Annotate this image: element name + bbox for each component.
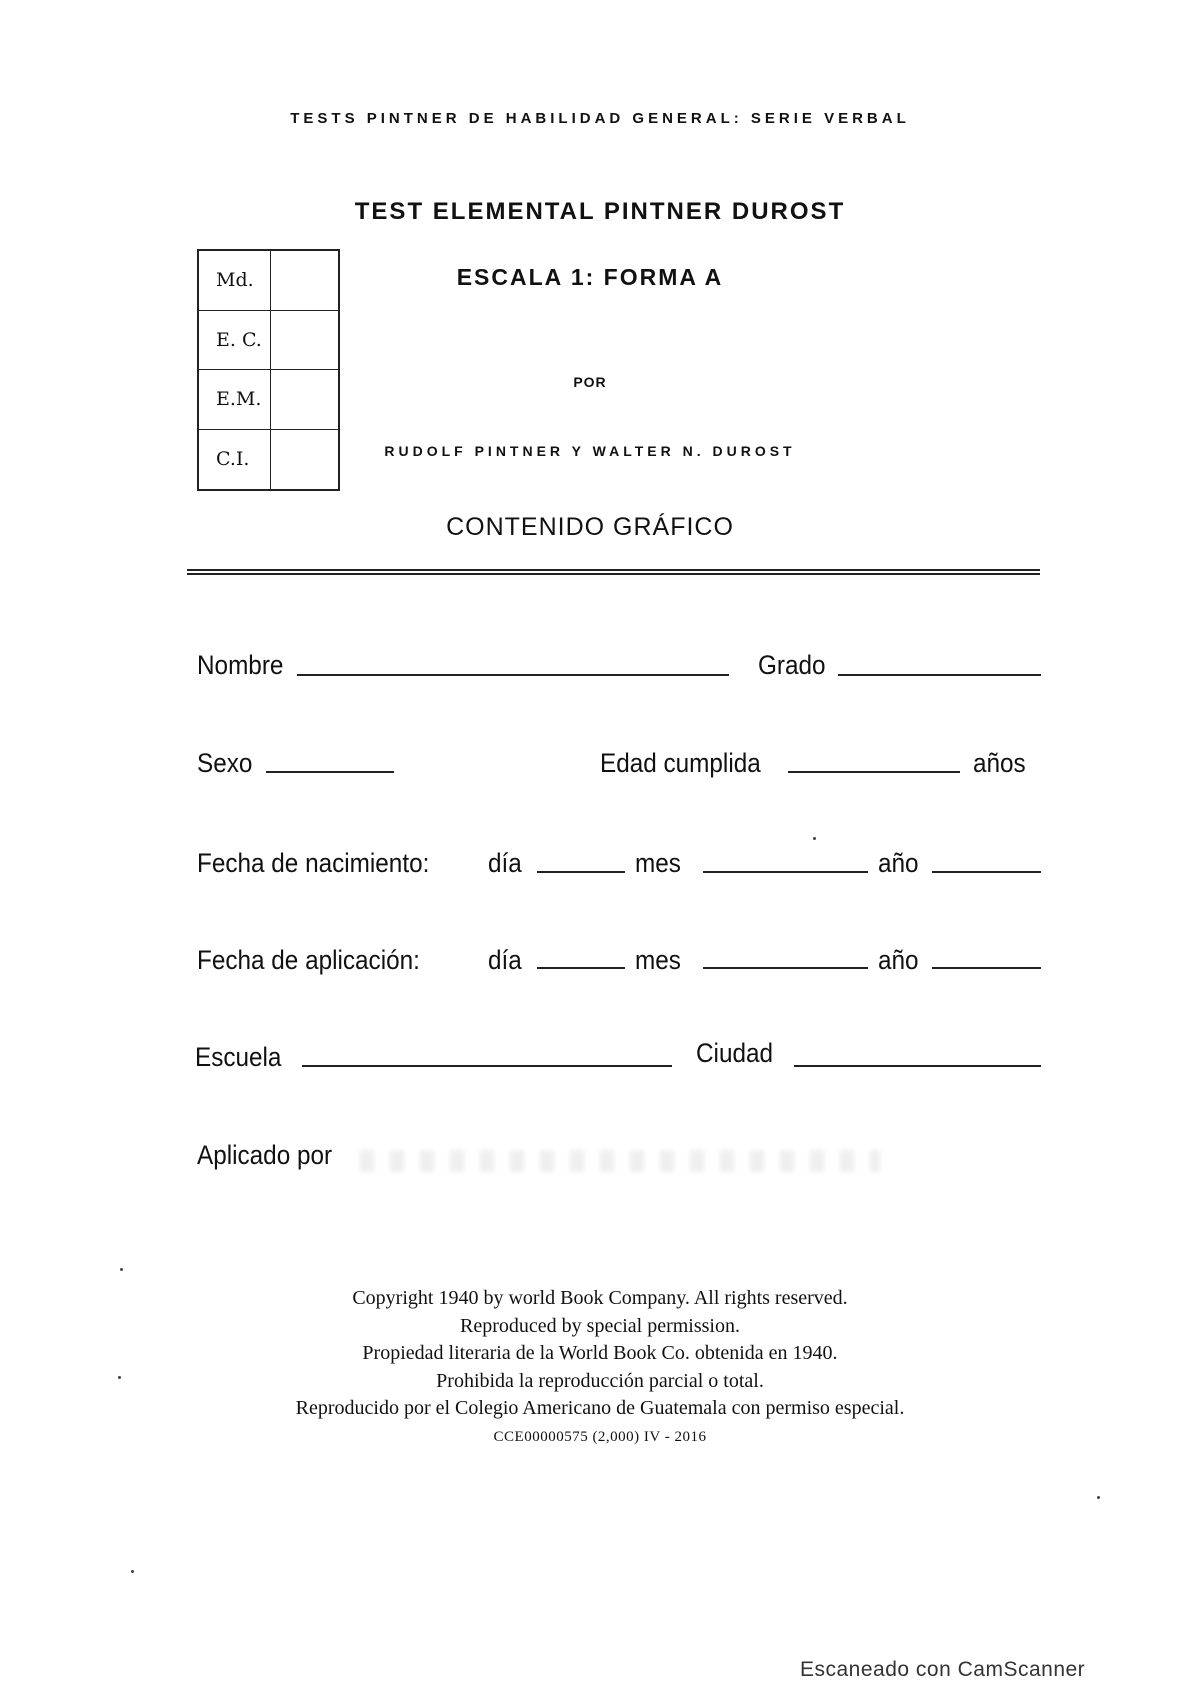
score-cell[interactable] [271, 311, 338, 370]
scan-speck [813, 837, 816, 840]
scan-speck [1097, 1496, 1100, 1499]
copyright-line: Prohibida la reproducción parcial o total. [436, 1369, 764, 1392]
scan-speck [131, 1570, 134, 1573]
scan-speck [120, 1268, 123, 1271]
nombre-field[interactable] [297, 674, 729, 676]
score-row-ec [199, 311, 338, 371]
copyright-block [160, 1285, 1040, 1423]
nacimiento-ano-field[interactable] [932, 871, 1041, 873]
dia-label: día [488, 848, 522, 878]
ano-label: año [878, 848, 919, 878]
test-title: TEST ELEMENTAL PINTNER DUROST [354, 198, 846, 225]
scan-speck [118, 1376, 121, 1379]
scanner-watermark: Escaneado con CamScanner [800, 1658, 1086, 1681]
nacimiento-mes-field[interactable] [703, 871, 868, 873]
authors: RUDOLF PINTNER Y WALTER N. DUROST [384, 443, 796, 459]
ano-label: año [878, 945, 919, 975]
score-row-em [199, 370, 338, 430]
nacimiento-dia-field[interactable] [537, 871, 625, 873]
score-label: C.I. [199, 430, 271, 490]
mes-label: mes [635, 945, 681, 975]
sexo-label: Sexo [197, 748, 253, 778]
score-cell[interactable] [271, 370, 338, 429]
aplicacion-mes-field[interactable] [703, 967, 868, 969]
escuela-label: Escuela [195, 1042, 282, 1072]
print-code: CCE00000575 (2,000) IV - 2016 [493, 1429, 707, 1445]
sexo-field[interactable] [266, 771, 394, 773]
score-label: E.M. [199, 370, 271, 429]
aplicacion-ano-field[interactable] [932, 967, 1041, 969]
content-subtitle: CONTENIDO GRÁFICO [446, 513, 734, 541]
copyright-line: Copyright 1940 by world Book Company. All rights reserved. [352, 1287, 848, 1309]
score-cell[interactable] [271, 430, 338, 490]
copyright-line: Reproducido por el Colegio Americano de Guatemala con permiso especial. [295, 1397, 905, 1419]
aplicado-por-label: Aplicado por [197, 1140, 333, 1170]
scale-form-title: ESCALA 1: FORMA A [456, 264, 724, 290]
fecha-nacimiento-label: Fecha de nacimiento: [197, 848, 430, 878]
score-box [197, 249, 340, 491]
mes-label: mes [635, 848, 681, 878]
copyright-line: Propiedad literaria de la World Book Co. obtenida en 1940. [362, 1342, 838, 1364]
escuela-field[interactable] [302, 1065, 672, 1067]
grado-label: Grado [758, 650, 826, 680]
aplicacion-dia-field[interactable] [537, 967, 625, 969]
ciudad-label: Ciudad [696, 1038, 774, 1068]
double-divider [187, 569, 1040, 575]
edad-field[interactable] [788, 771, 960, 773]
fecha-aplicacion-label: Fecha de aplicación: [197, 945, 420, 975]
edad-label: Edad cumplida [600, 748, 761, 778]
dia-label: día [488, 945, 522, 975]
score-label: Md. [199, 251, 271, 310]
series-title: TESTS PINTNER DE HABILIDAD GENERAL: SERIE VERBAL [290, 110, 910, 127]
faded-handwriting [360, 1150, 880, 1172]
ciudad-field[interactable] [794, 1065, 1041, 1067]
nombre-label: Nombre [197, 650, 284, 680]
copyright-line: Reproduced by special permission. [460, 1314, 740, 1337]
grado-field[interactable] [838, 674, 1041, 676]
score-label: E. C. [199, 311, 271, 370]
score-row-ci [199, 430, 338, 490]
anos-label: años [973, 748, 1026, 778]
score-row-md [199, 251, 338, 311]
by-label: POR [573, 374, 607, 390]
score-cell[interactable] [271, 251, 338, 310]
